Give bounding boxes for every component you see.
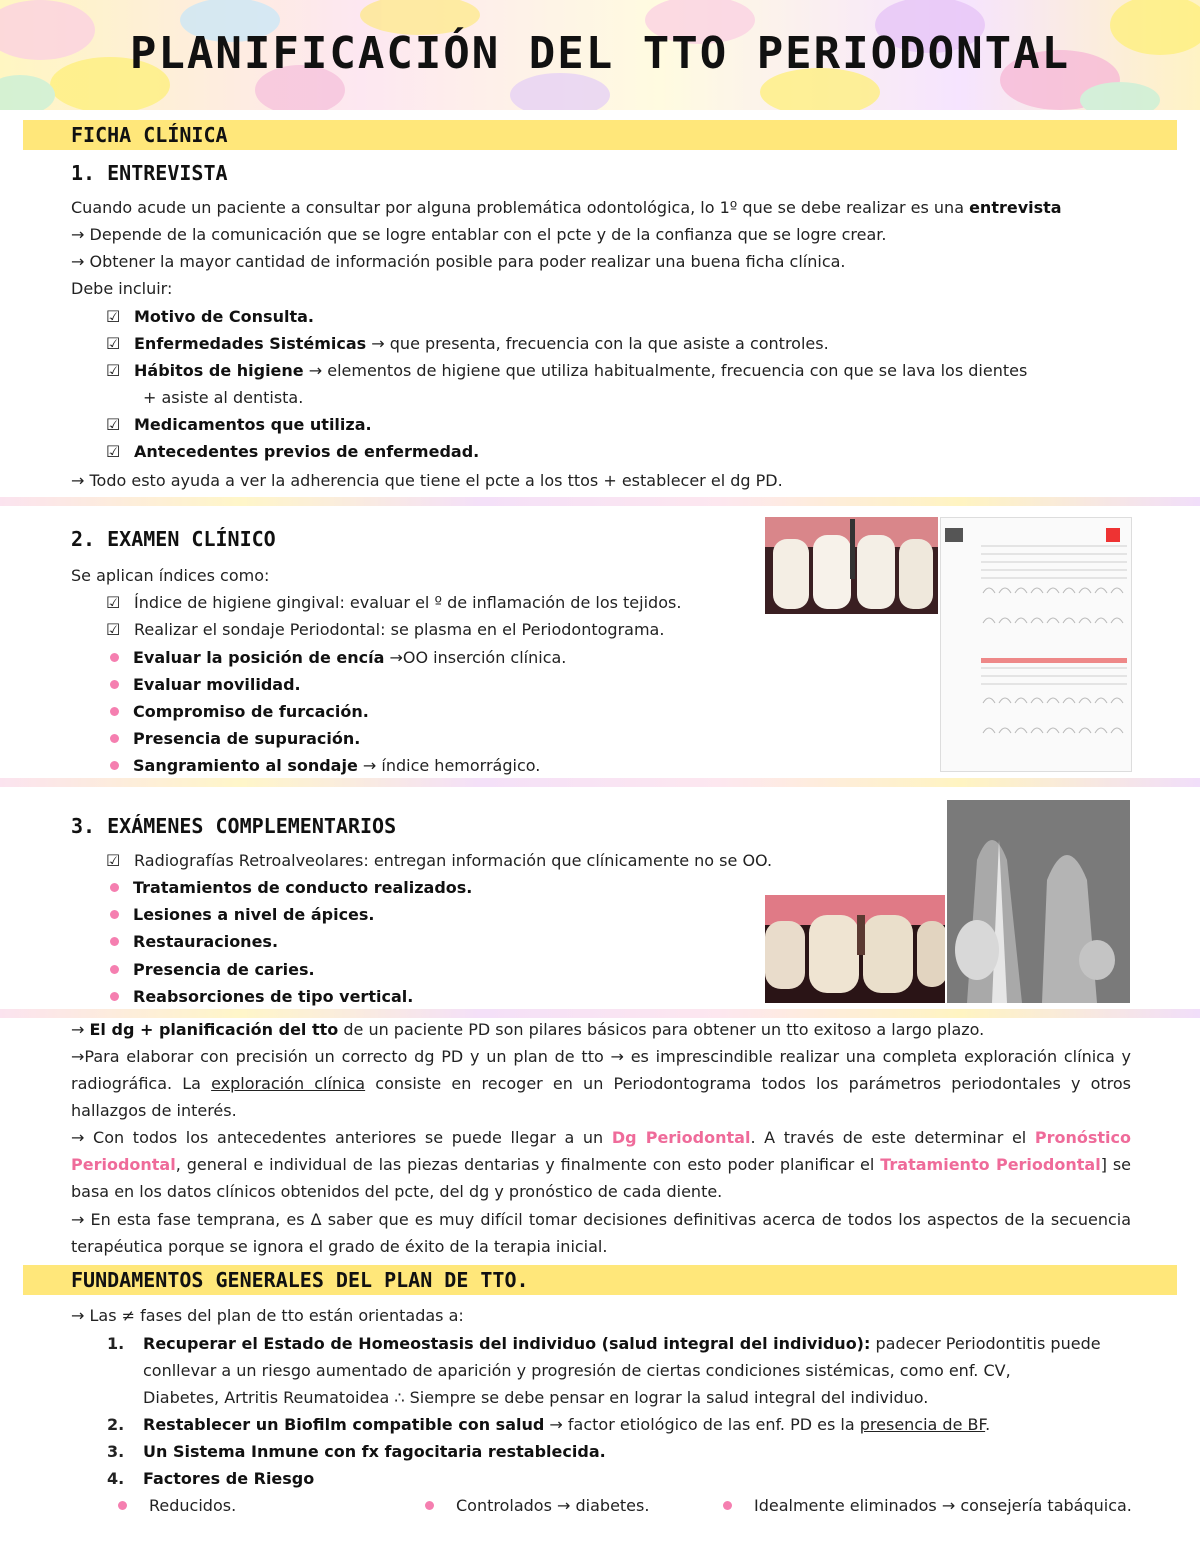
numbered-item-cont: conllevar a un riesgo aumentado de aparición y progresión de ciertas condiciones sistémicas, como enf. CV, [143, 1361, 1011, 1380]
bullet-item: Presencia de caries. [110, 956, 315, 983]
bullet-icon [110, 883, 119, 892]
checklist-item: ☑ Hábitos de higiene → elementos de higiene que utiliza habitualmente, frecuencia con que se lava los dientes [106, 357, 1027, 384]
entrevista-line: Debe incluir: [71, 279, 173, 298]
checkbox-icon: ☑ [106, 307, 121, 326]
entrevista-line: → Obtener la mayor cantidad de información posible para poder realizar una buena ficha clínica. [71, 252, 846, 271]
risk-factor-item: Controlados → diabetes. [425, 1492, 649, 1519]
numbered-item: 3. Un Sistema Inmune con fx fagocitaria restablecida. [107, 1442, 606, 1461]
checkbox-icon: ☑ [106, 593, 121, 612]
checklist-item: ☑ Enfermedades Sistémicas → que presenta, frecuencia con la que asiste a controles. [106, 330, 829, 357]
entrevista-intro: Cuando acude un paciente a consultar por alguna problemática odontológica, lo 1º que se debe realizar es una entrevista [71, 198, 1062, 217]
checklist-item: ☑ Radiografías Retroalveolares: entregan información que clínicamente no se OO. [106, 847, 772, 874]
bullet-item: Reabsorciones de tipo vertical. [110, 983, 413, 1010]
checklist-item: ☑ Índice de higiene gingival: evaluar el º de inflamación de los tejidos. [106, 589, 681, 616]
bullet-icon [110, 761, 119, 770]
periodontal-probe-photo [765, 517, 938, 614]
checklist-item-cont: + asiste al dentista. [143, 388, 304, 407]
numbered-item: 4. Factores de Riesgo [107, 1469, 315, 1488]
radiograph-image [947, 800, 1130, 1003]
entrevista-line: → Depende de la comunicación que se logre entablar con el pcte y de la confianza que se logre crear. [71, 225, 887, 244]
checkbox-icon: ☑ [106, 361, 121, 380]
numbered-item-cont: Diabetes, Artritis Reumatoidea ∴ Siempre se debe pensar en lograr la salud integral del individuo. [143, 1388, 929, 1407]
numbered-item: 1. Recuperar el Estado de Homeostasis del individuo (salud integral del individuo): padecer Periodontitis puede [107, 1334, 1101, 1353]
bullet-icon [723, 1501, 732, 1510]
bullet-item: Presencia de supuración. [110, 725, 360, 752]
risk-factor-item: Idealmente eliminados → consejería tabáquica. [723, 1492, 1132, 1519]
entrevista-heading: 1. ENTREVISTA [71, 161, 228, 185]
checkbox-icon: ☑ [106, 415, 121, 434]
bullet-icon [110, 734, 119, 743]
bullet-item: Compromiso de furcación. [110, 698, 369, 725]
bullet-icon [110, 965, 119, 974]
resumen-p1: → El dg + planificación del tto de un paciente PD son pilares básicos para obtener un tto exitoso a largo plazo. [71, 1020, 985, 1039]
floral-banner [0, 0, 1200, 110]
examen-heading: 2. EXAMEN CLÍNICO [71, 527, 276, 551]
bullet-item: Evaluar movilidad. [110, 671, 301, 698]
bullet-icon [110, 680, 119, 689]
bullet-icon [110, 707, 119, 716]
examen-intro: Se aplican índices como: [71, 566, 270, 585]
resumen-p3: → Con todos los antecedentes anteriores se puede llegar a un Dg Periodontal. A través de este determinar el Pronóstico Periodontal, general e individual de las piezas dentarias y finalmente con esto poder planificar el Tratamiento Periodontal] se basa en los datos clínicos obtenidos del pcte, del dg y pronóstico de cada diente. [71, 1128, 1132, 1201]
numbered-item: 2. Restablecer un Biofilm compatible con salud → factor etiológico de las enf. PD es la presencia de BF. [107, 1415, 991, 1434]
checklist-item: ☑ Medicamentos que utiliza. [106, 411, 372, 438]
bullet-icon [118, 1501, 127, 1510]
checkbox-icon: ☑ [106, 851, 121, 870]
complementarios-heading: 3. EXÁMENES COMPLEMENTARIOS [71, 814, 397, 838]
divider [0, 497, 1200, 506]
bullet-icon [110, 653, 119, 662]
periodontogram-image [940, 517, 1132, 772]
bullet-item: Lesiones a nivel de ápices. [110, 901, 375, 928]
ficha-heading: FICHA CLÍNICA [71, 123, 228, 147]
fundamentos-intro: → Las ≠ fases del plan de tto están orientadas a: [71, 1306, 464, 1325]
bullet-item: Tratamientos de conducto realizados. [110, 874, 472, 901]
bullet-item: Sangramiento al sondaje → índice hemorrágico. [110, 752, 540, 779]
bullet-icon [110, 937, 119, 946]
bullet-item: Evaluar la posición de encía →OO inserción clínica. [110, 644, 566, 671]
resumen-p4: → En esta fase temprana, es Δ saber que es muy difícil tomar decisiones definitivas acerca de todos los aspectos de la secuencia terapéutica porque se ignora el grado de éxito de la terapia inicial. [71, 1210, 1131, 1256]
checklist-item: ☑ Motivo de Consulta. [106, 303, 314, 330]
divider [0, 778, 1200, 787]
checklist-item: ☑ Antecedentes previos de enfermedad. [106, 438, 479, 465]
checklist-item: ☑ Realizar el sondaje Periodontal: se plasma en el Periodontograma. [106, 616, 664, 643]
incisors-photo [765, 895, 945, 1003]
checkbox-icon: ☑ [106, 334, 121, 353]
entrevista-closing: → Todo esto ayuda a ver la adherencia que tiene el pcte a los ttos + establecer el dg PD. [71, 471, 783, 490]
checkbox-icon: ☑ [106, 442, 121, 461]
bullet-item: Restauraciones. [110, 928, 278, 955]
bullet-icon [425, 1501, 434, 1510]
checkbox-icon: ☑ [106, 620, 121, 639]
bullet-icon [110, 992, 119, 1001]
risk-factor-item: Reducidos. [118, 1492, 236, 1519]
page-title: PLANIFICACIÓN DEL TTO PERIODONTAL [129, 28, 1071, 79]
bullet-icon [110, 910, 119, 919]
resumen-p2: →Para elaborar con precisión un correcto dg PD y un plan de tto → es imprescindible realizar una completa exploración clínica y radiográfica. La exploración clínica consiste en recoger en un Periodontograma todos los parámetros periodontales y otros hallazgos de interés. [71, 1047, 1132, 1120]
fundamentos-heading: FUNDAMENTOS GENERALES DEL PLAN DE TTO. [71, 1268, 529, 1292]
